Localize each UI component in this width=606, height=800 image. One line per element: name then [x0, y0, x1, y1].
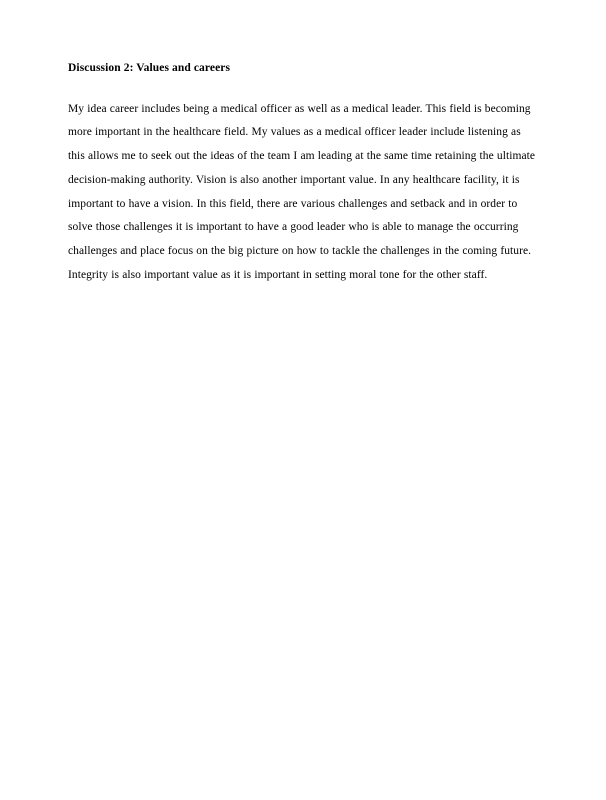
body-paragraph: My idea career includes being a medical officer as well as a medical leader. This field is becoming more important in the healthcare field. My values as a medical officer leader include listening as this allows me to seek out the ideas of the team I am leading at the same time retaining the ultimate decision-making authority. Vision is also another important value. In any healthcare facility, it is important to have a vision. In this field, there are various challenges and setback and in order to solve those challenges it is important to have a good leader who is able to manage the occurring challenges and place focus on the big picture on how to tackle the challenges in the coming future. Integrity is also important value as it is important in setting moral tone for the other staff.: [68, 102, 536, 281]
page-title: Discussion 2: Values and careers: [68, 62, 231, 74]
